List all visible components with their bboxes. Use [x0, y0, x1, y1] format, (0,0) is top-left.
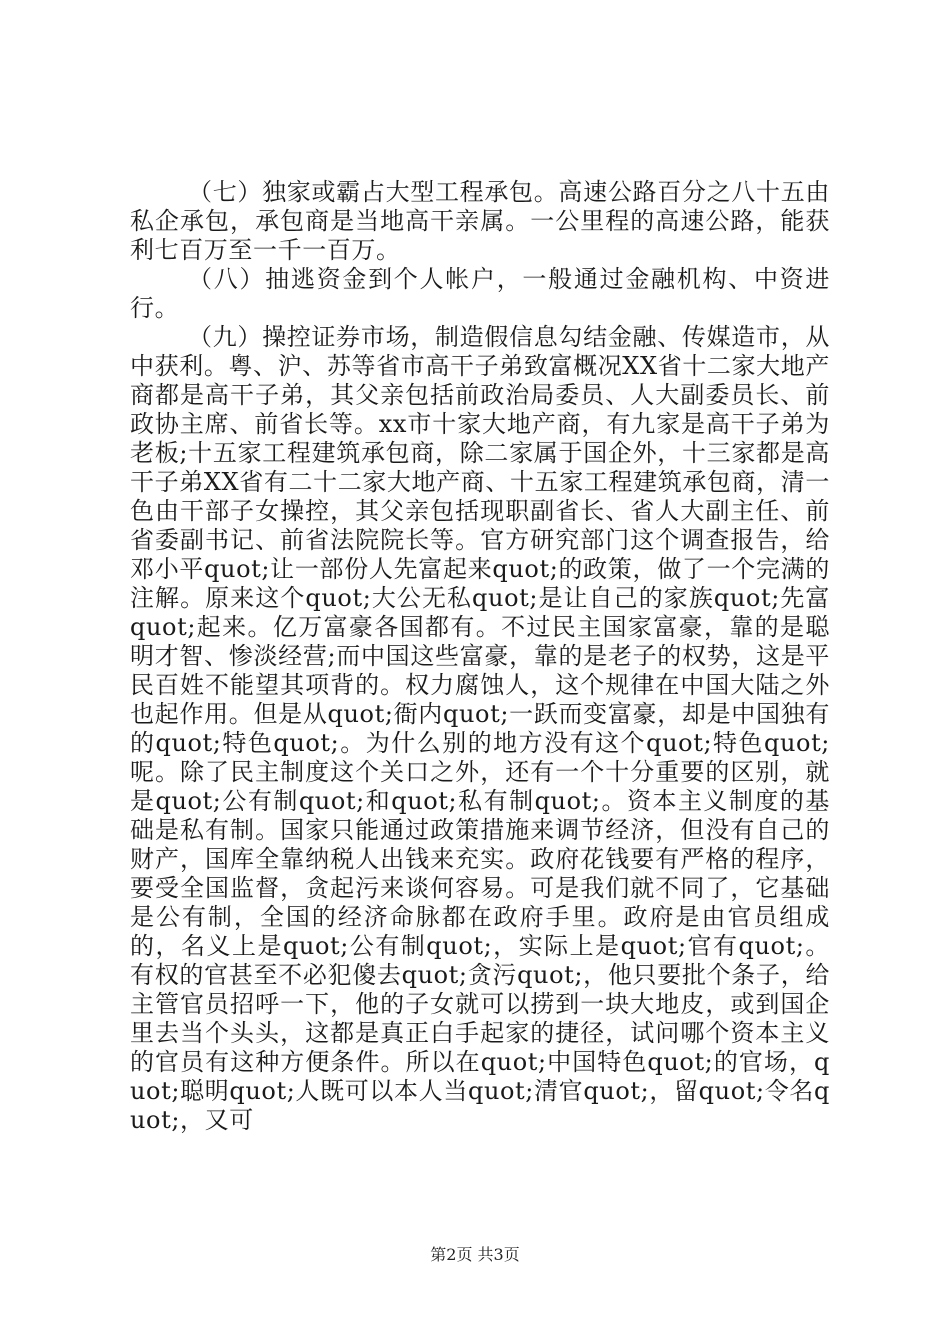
paragraph-9: （九）操控证券市场，制造假信息勾结金融、传媒造市，从中获利。粤、沪、苏等省市高干子弟致富概况XX省十二家大地产商都是高干子弟，其父亲包括前政治局委员、人大副委员长、前政协主席、前省长等。xx市十家大地产商，有九家是高干子弟为老板;十五家工程建筑承包商，除二家属于国企外，十三家都是高干子弟XX省有二十二家大地产商、十五家工程建筑承包商，清一色由干部子女操控，其父亲包括现职副省长、省人大副主任、前省委副书记、前省法院院长等。官方研究部门这个调查报告，给邓小平quot;让一部份人先富起来quot;的政策，做了一个完满的注解。原来这个quot;大公无私quot;是让自己的家族quot;先富quot;起来。亿万富豪各国都有。不过民主国家富豪，靠的是聪明才智、惨淡经营;而中国这些富豪，靠的是老子的权势，这是平民百姓不能望其项背的。权力腐蚀人，这个规律在中国大陆之外也起作用。但是从quot;衙内quot;一跃而变富豪，却是中国独有的quot;特色quot;。为什么别的地方没有这个quot;特色quot;呢。除了民主制度这个关口之外，还有一个十分重要的区别，就是quot;公有制quot;和quot;私有制quot;。资本主义制度的基础是私有制。国家只能通过政策措施来调节经济，但没有自己的财产，国库全靠纳税人出钱来充实。政府花钱要有严格的程序，要受全国监督，贪起污来谈何容易。可是我们就不同了，它基础是公有制，全国的经济命脉都在政府手里。政府是由官员组成的，名义上是quot;公有制quot;，实际上是quot;官有quot;。有权的官甚至不必犯傻去quot;贪污quot;，他只要批个条子，给主管官员招呼一下，他的子女就可以捞到一块大地皮，或到国企里去当个头头，这都是真正白手起家的捷径，试问哪个资本主义的官员有这种方便条件。所以在quot;中国特色quot;的官场，quot;聪明quot;人既可以本人当quot;清官quot;，留quot;令名quot;，又可 [130, 323, 830, 1134]
page-number-footer: 第2页 共3页 [430, 1245, 520, 1264]
document-body [130, 178, 830, 1135]
paragraph-7: （七）独家或霸占大型工程承包。高速公路百分之八十五由私企承包，承包商是当地高干亲属。一公里程的高速公路，能获利七百万至一千一百万。 [130, 178, 830, 264]
paragraph-8: （八）抽逃资金到个人帐户，一般通过金融机构、中资进行。 [130, 265, 830, 322]
